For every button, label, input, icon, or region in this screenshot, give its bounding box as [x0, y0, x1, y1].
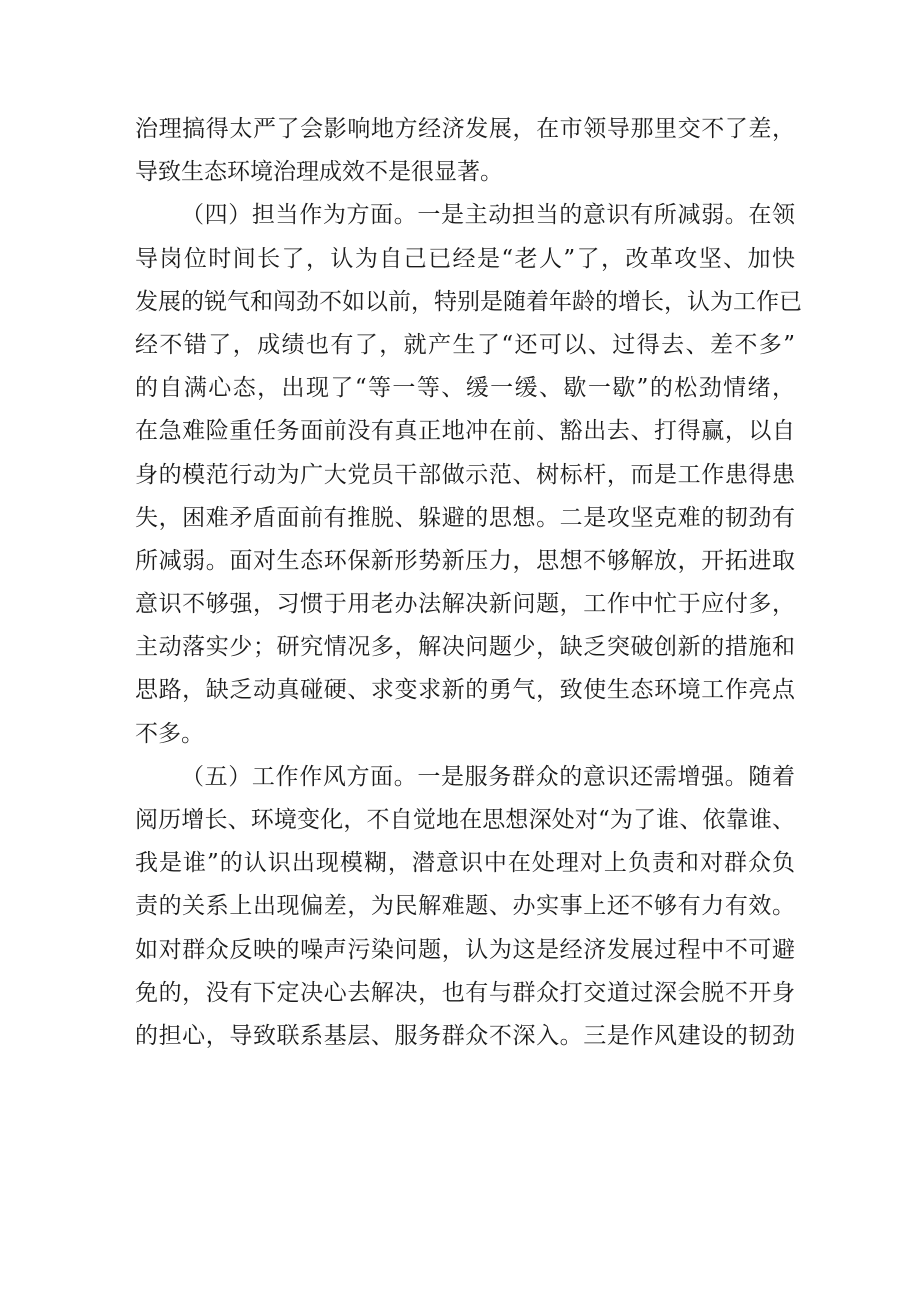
- text-line: 如对群众反映的噪声污染问题，认为这是经济发展过程中不可避: [135, 936, 795, 963]
- text-line: （四）担当作为方面。一是主动担当的意识有所减弱。在领: [181, 202, 795, 229]
- paragraph-section-four: [135, 194, 802, 755]
- text-line: 不多。: [135, 720, 204, 747]
- text-line: 思路，缺乏动真碰硬、求变求新的勇气，致使生态环境工作亮点: [135, 677, 795, 704]
- text-line: 导致生态环境治理成效不是很显著。: [135, 159, 503, 186]
- document-body: [135, 108, 802, 1058]
- text-line: 阅历增长、环境变化，不自觉地在思想深处对“为了谁、依靠谁、: [135, 807, 795, 833]
- text-line: 治理搞得太严了会影响地方经济发展，在市领导那里交不了差，: [135, 116, 795, 142]
- text-line: 经不错了，成绩也有了，就产生了“还可以、过得去、差不多”: [135, 331, 795, 358]
- paragraph-section-five: [135, 756, 795, 1058]
- text-line: 意识不够强，习惯于用老办法解决新问题，工作中忙于应付多，: [135, 591, 795, 618]
- text-line: 免的，没有下定决心去解决，也有与群众打交道过深会脱不开身: [135, 979, 795, 1006]
- text-line: 所减弱。面对生态环保新形势新压力，思想不够解放，开拓进取: [135, 547, 795, 574]
- text-line: 的担心，导致联系基层、服务群众不深入。三是作风建设的韧劲: [135, 1022, 795, 1049]
- text-line: 的自满心态，出现了“等一等、缓一缓、歇一歇”的松劲情绪，: [135, 375, 795, 402]
- text-line: 责的关系上出现偏差，为民解难题、办实事上还不够有力有效。: [135, 893, 795, 920]
- text-line: 身的模范行动为广大党员干部做示范、树标杆，而是工作患得患: [135, 461, 795, 488]
- text-line: 导岗位时间长了，认为自己已经是“老人”了，改革攻坚、加快: [135, 245, 795, 272]
- text-line: 失，困难矛盾面前有推脱、躲避的思想。二是攻坚克难的韧劲有: [135, 504, 795, 531]
- text-line: 在急难险重任务面前没有真正地冲在前、豁出去、打得赢，以自: [135, 418, 795, 445]
- text-line: 发展的锐气和闯劲不如以前，特别是随着年龄的增长，认为工作已: [135, 288, 802, 315]
- text-line: 我是谁”的认识出现模糊，潜意识中在处理对上负责和对群众负: [135, 850, 795, 877]
- text-line: 主动落实少；研究情况多，解决问题少，缺乏突破创新的措施和: [135, 634, 795, 661]
- text-line: （五）工作作风方面。一是服务群众的意识还需增强。随着: [181, 763, 795, 790]
- paragraph-continuation: [135, 108, 795, 194]
